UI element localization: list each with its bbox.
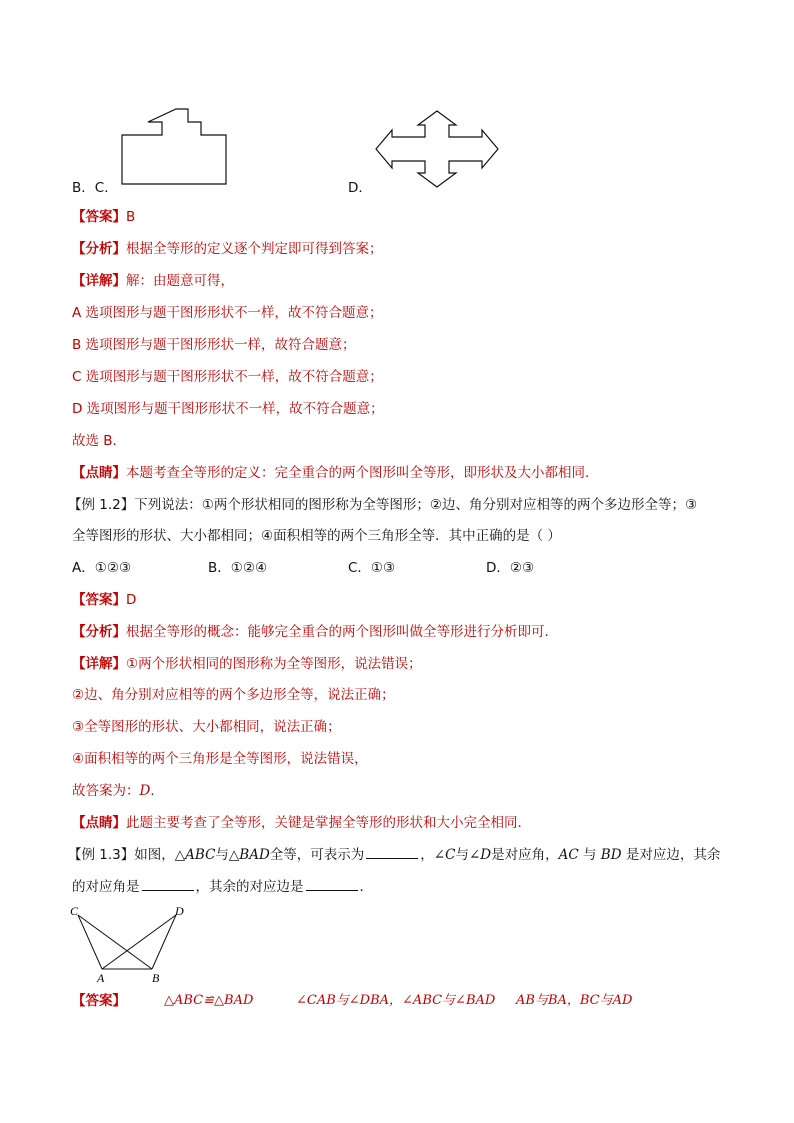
question-text: ，其余的对应边是	[195, 879, 304, 895]
ex12-answer	[72, 591, 136, 609]
ex12-option-a: A．①②③	[72, 560, 132, 576]
conclusion-value: D	[139, 783, 151, 799]
label-b: B	[152, 971, 160, 985]
option-bc-label: B．C．	[72, 180, 118, 196]
triangle-bad: △BAD	[228, 847, 270, 863]
angle-d: ∠D	[468, 847, 492, 863]
ex11-detail-line: A 选项图形与题干图形形状不一样，故不符合题意；	[72, 305, 383, 321]
label-a: A	[97, 971, 105, 985]
ex12-detail-line: ②边、角分别对应相等的两个多边形全等，说法正确；	[72, 687, 395, 703]
question-text: 是对应边，其余	[621, 847, 721, 863]
ex12-conclusion	[72, 782, 164, 800]
question-text: 与	[578, 847, 601, 863]
ex13-answer-2: ∠CAB与∠DBA，∠ABC与∠BAD	[296, 993, 496, 1008]
option-d-label: D．	[348, 180, 372, 196]
ex11-detail-line: C 选项图形与题干图形形状不一样，故不符合题意；	[72, 369, 383, 385]
ex11-answer	[72, 208, 135, 226]
analysis-tag: 【分析】	[72, 241, 126, 257]
question-text: ，	[420, 847, 434, 863]
detail-tag: 【详解】	[72, 656, 126, 672]
answer-blank[interactable]	[366, 846, 418, 859]
comment-tag: 【点睛】	[72, 815, 126, 831]
question-text: ．	[359, 879, 373, 895]
ex12-detail-line: ④面积相等的两个三角形是全等图形，说法错误，	[72, 751, 368, 767]
option-d-figure	[372, 108, 502, 190]
question-text: 与	[215, 847, 229, 863]
detail-line: ①两个形状相同的图形称为全等图形，说法错误；	[126, 656, 422, 672]
ex11-comment	[72, 464, 589, 482]
comment-tag: 【点睛】	[72, 465, 126, 481]
analysis-tag: 【分析】	[72, 624, 126, 640]
question-text: 全等，可表示为	[269, 847, 365, 863]
option-c-figure	[118, 104, 230, 188]
detail-intro: 解：由题意可得，	[126, 273, 234, 289]
question-text: 与	[455, 847, 469, 863]
analysis-text: 根据全等形的定义逐个判定即可得到答案；	[126, 241, 383, 257]
ex13-question-line1	[68, 846, 720, 864]
ex12-question-line2: 全等图形的形状、大小都相同；④面积相等的两个三角形全等．其中正确的是（ ）	[72, 528, 561, 544]
ex13-answer-3: AB与BA，BC与AD	[516, 993, 633, 1008]
ex11-conclusion: 故选 B．	[72, 433, 127, 449]
question-text: 的对应角是	[72, 879, 140, 895]
conclusion-suffix: ．	[150, 783, 164, 799]
answer-tag: 【答案】	[72, 209, 126, 225]
segment-bd: BD	[600, 847, 622, 863]
ex12-analysis	[72, 623, 558, 641]
ex13-answer-tag	[72, 992, 126, 1010]
example-tag: 【例 1.2】	[68, 497, 135, 513]
ex12-question-line1	[68, 496, 697, 514]
question-text: 下列说法：①两个形状相同的图形称为全等图形；②边、角分别对应相等的两个多边形全等；③	[134, 497, 698, 513]
question-text: 是对应角，	[491, 847, 559, 863]
ex11-detail	[72, 272, 234, 290]
analysis-text: 根据全等形的概念：能够完全重合的两个图形叫做全等形进行分析即可．	[126, 624, 558, 640]
ex13-answer-1: △ABC≌△BAD	[164, 993, 254, 1008]
comment-text: 本题考查全等形的定义：完全重合的两个图形叫全等形，即形状及大小都相同.	[126, 465, 590, 481]
label-d: D	[175, 904, 184, 918]
example-tag: 【例 1.3】	[68, 847, 135, 863]
conclusion-prefix: 故答案为：	[72, 783, 140, 799]
comment-text: 此题主要考查了全等形，关键是掌握全等形的形状和大小完全相同．	[126, 815, 531, 831]
label-c: C	[70, 904, 79, 918]
question-text: 如图，	[134, 847, 175, 863]
ex13-question-line2	[72, 878, 373, 896]
ex12-comment	[72, 814, 531, 832]
answer-tag: 【答案】	[72, 993, 126, 1009]
ex12-option-b: B．①②④	[208, 560, 268, 576]
ex12-option-d: D．②③	[486, 560, 535, 576]
answer-tag: 【答案】	[72, 592, 126, 608]
triangle-abc: △ABC	[174, 847, 216, 863]
answer-value: D	[126, 592, 137, 608]
angle-c: ∠C	[433, 847, 456, 863]
segment-ac: AC	[558, 847, 579, 863]
answer-value: B	[126, 209, 136, 225]
ex12-detail-line: ③全等图形的形状、大小都相同，说法正确；	[72, 719, 341, 735]
ex12-option-c: C．①③	[348, 560, 396, 576]
ex11-analysis	[72, 240, 383, 258]
answer-blank[interactable]	[142, 878, 194, 891]
triangle-figure	[66, 902, 192, 988]
answer-blank[interactable]	[306, 878, 358, 891]
detail-tag: 【详解】	[72, 273, 126, 289]
ex11-detail-line: B 选项图形与题干图形形状一样，故符合题意；	[72, 337, 356, 353]
ex11-detail-line: D 选项图形与题干图形形状不一样，故不符合题意；	[72, 401, 384, 417]
ex12-detail	[72, 655, 422, 673]
